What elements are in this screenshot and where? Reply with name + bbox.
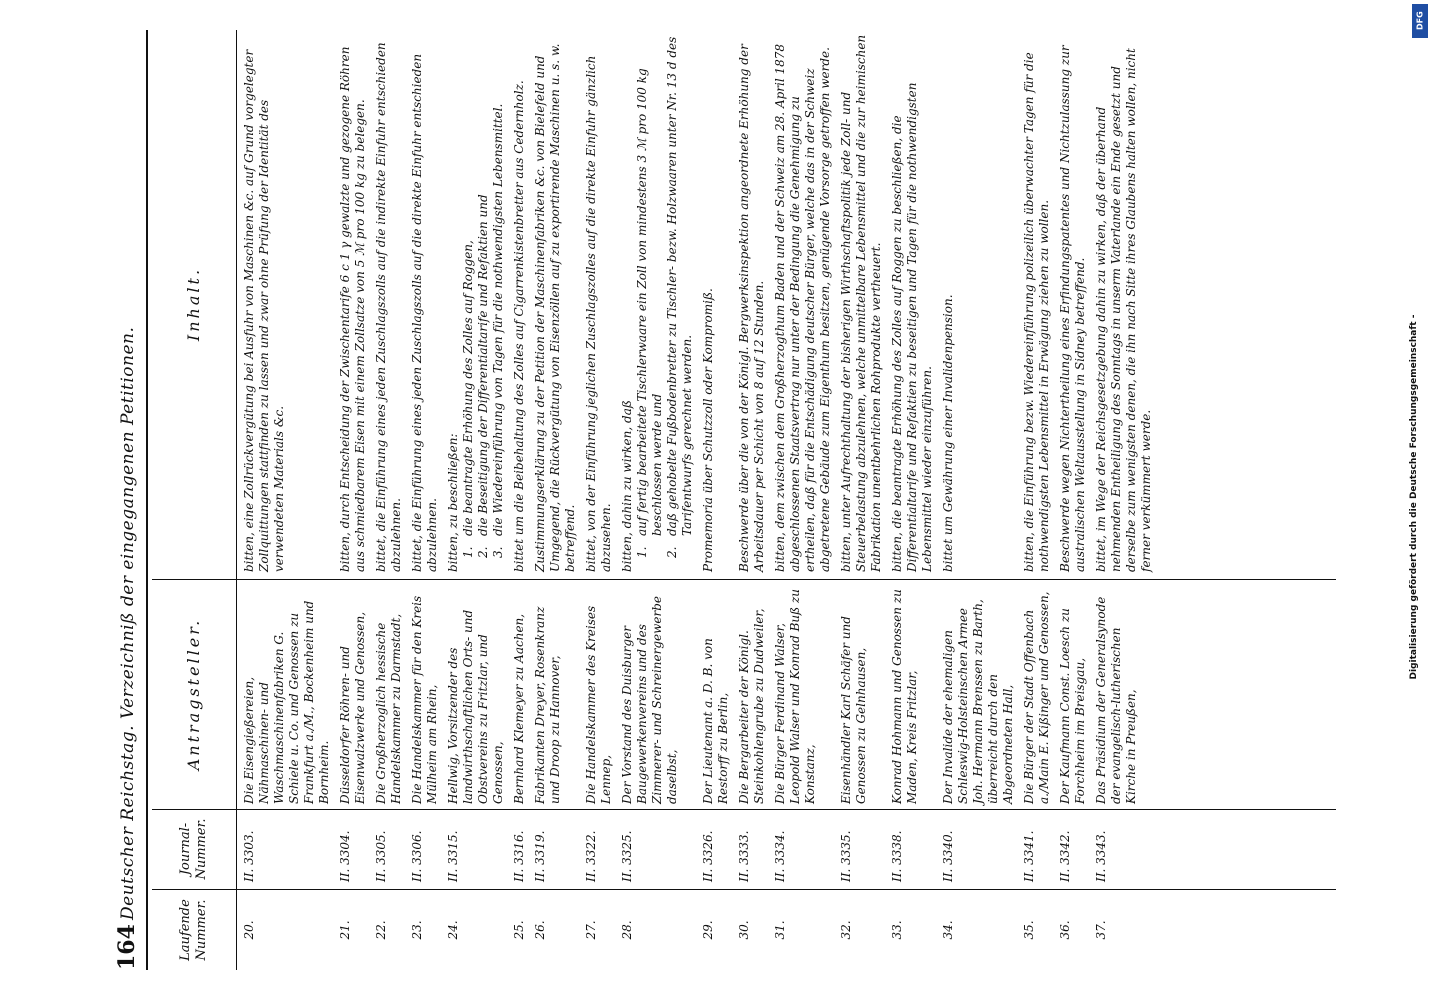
laufende-nummer-cell: 27. [584, 920, 598, 940]
laufende-nummer-cell: 29. [701, 920, 715, 940]
journal-nummer-cell: II. 3341. [1022, 830, 1036, 882]
page-number: 164 [114, 924, 140, 970]
inhalt-cell [941, 30, 1016, 580]
inhalt-text: Beschwerde über die von der Königl. Bergwerksinspektion angeordnete Erhöhung der Arbeitsdauer per Schicht von 8 auf 12 Stunden. [737, 44, 766, 572]
table-row [242, 30, 332, 970]
col-laufende-nummer: Laufende Nummer. [177, 899, 209, 961]
table-row [338, 30, 368, 970]
inhalt-list-item [461, 34, 476, 572]
inhalt-text: bittet, die Einführung eines jeden Zuschlagszolls auf die indirekte Einfuhr entschieden abzulehnen. [374, 42, 403, 572]
inhalt-item-text: daß gehobelte Fußbodenbretter zu Tischler- bezw. Holzwaaren unter Nr. 13 d des Tarifentwurfs gerechnet werden. [665, 36, 694, 536]
inhalt-text: bittet, von der Einführung jeglichen Zuschlagszolles auf die direkte Einfuhr gänzlich abzusehen. [584, 55, 613, 572]
journal-nummer-cell: II. 3343. [1094, 830, 1108, 882]
table-row [584, 30, 614, 970]
inhalt-text: bitten, dahin zu wirken, daß [620, 400, 634, 572]
inhalt-cell [773, 30, 833, 580]
laufende-nummer-cell: 32. [839, 920, 853, 940]
inhalt-text: bitten, unter Aufrechthaltung der bisherigen Wirthschaftspolitik jede Zoll- und Steuerbelastung abzulehnen, welche unmittelbare Lebensmittel und die zur heimischen Fabrikation unentbehrlichen Rohprodukte vertheuert. [839, 34, 883, 572]
inhalt-text: bitten, eine Zollrückvergütung bei Ausfuhr von Maschinen &c. auf Grund vorgelegter Zollquittungen stattfinden zu lassen und zwar ohne Prüfung der Identität des verwendeten Materials &c. [242, 49, 286, 572]
header-rule [146, 30, 148, 970]
antragsteller-cell: Der Lieutenant a. D. B. von Restorff zu Berlin, [701, 638, 730, 804]
table-row [1094, 30, 1154, 970]
antragsteller-cell: Die Bergarbeiter der Königl. Steinkohlengrube zu Dudweiler, [737, 608, 766, 804]
laufende-nummer-cell: 23. [410, 920, 424, 940]
antragsteller-cell: Der Invalide der ehemaligen Schleswig-Holsteinschen Armee Joh. Hermann Brenssen zu Barth, überreicht durch den Abgeordneten Hall, [941, 599, 1015, 804]
inhalt-text: bittet, die Einführung eines jeden Zuschlagszolls auf die direkte Einfuhr entschieden abzulehnen. [410, 53, 439, 572]
col-journal-nummer: Journal-Nummer. [152, 809, 236, 890]
table-row [1022, 30, 1052, 970]
laufende-nummer-cell: 22. [374, 920, 388, 940]
journal-nummer-cell: II. 3303. [242, 830, 256, 882]
inhalt-item-number: 1. [635, 546, 649, 558]
laufende-nummer-cell: 31. [773, 920, 787, 940]
laufende-nummer-cell: 37. [1094, 920, 1108, 940]
antragsteller-cell: Düsseldorfer Röhren- und Eisenwalzwerke und Genossen, [338, 611, 367, 804]
table-row [620, 30, 695, 970]
table-row [410, 30, 440, 970]
table-row [737, 30, 767, 970]
journal-nummer-cell: II. 3305. [374, 830, 388, 882]
journal-nummer-cell: II. 3340. [941, 830, 955, 882]
table-row [1058, 30, 1088, 970]
antragsteller-cell: Der Vorstand des Duisburger Baugewerkenvereins und des Zimmerer- und Schreinergewerbe daselbst, [620, 595, 679, 804]
inhalt-list-item [491, 34, 506, 572]
inhalt-cell [890, 30, 935, 580]
document-page [96, 30, 1336, 970]
table-row [941, 30, 1016, 970]
petition-table [242, 30, 1160, 970]
laufende-nummer-cell: 33. [890, 920, 904, 940]
inhalt-cell [446, 30, 506, 580]
column-headers [152, 30, 237, 970]
journal-nummer-cell: II. 3322. [584, 830, 598, 882]
inhalt-cell [1058, 30, 1088, 580]
antragsteller-cell: Eisenhändler Karl Schäfer und Genossen zu Gelnhausen, [839, 616, 868, 804]
laufende-nummer-cell: 30. [737, 920, 751, 940]
inhalt-item-text: die beantragte Erhöhung des Zolles auf Roggen, [461, 240, 475, 536]
inhalt-text: bittet um Gewährung einer Invalidenpension. [941, 294, 955, 572]
inhalt-item-text: auf fertig bearbeitete Tischlerwaare ein Zoll von mindestens 3 ℳ pro 100 kg beschlossen werde und [635, 68, 664, 536]
laufende-nummer-cell: 25. [512, 920, 526, 940]
table-row [890, 30, 935, 970]
journal-nummer-cell: II. 3334. [773, 830, 787, 882]
journal-nummer-cell: II. 3316. [512, 830, 526, 882]
inhalt-item-number: 1. [461, 546, 475, 558]
inhalt-text: bittet, im Wege der Reichsgesetzgebung dahin zu wirken, daß der überhand nehmenden Entheiligung des Sonntags in unserm Vaterlande ein Ende gesetzt und derselbe zum wenigsten denen, die ihn nach Sitte ihres Glaubens halten wollen, nicht ferner verkümmert werde. [1094, 48, 1153, 572]
inhalt-cell [584, 30, 614, 580]
inhalt-cell [1022, 30, 1052, 580]
antragsteller-cell: Bernhard Klemeyer zu Aachen, [512, 613, 526, 804]
inhalt-item-number: 2. [665, 546, 679, 558]
inhalt-item-number: 2. [476, 546, 490, 558]
antragsteller-cell: Hellwig, Vorsitzender des landwirthschaftlichen Orts- und Obstvereins zu Fritzlar, und Genossen, [446, 609, 505, 804]
table-row [446, 30, 506, 970]
antragsteller-cell: Die Handelskammer für den Kreis Mülheim am Rhein, [410, 595, 439, 804]
inhalt-text: bitten, die Einführung bezw. Wiedereinführung polizeilich überwachter Tagen für die nothwendigsten Lebensmittel in Erwägung ziehen zu wollen. [1022, 52, 1051, 572]
inhalt-cell [338, 30, 368, 580]
inhalt-cell [737, 30, 767, 580]
antragsteller-cell: Die Bürger Ferdinand Walser, Leopold Walser und Konrad Buß zu Konstanz, [773, 589, 817, 804]
page-title: Deutscher Reichstag. Verzeichniß der eingegangenen Petitionen. [118, 326, 138, 920]
antragsteller-cell: Die Handelskammer des Kreises Lennep, [584, 605, 613, 804]
table-row [533, 30, 578, 970]
journal-nummer-cell: II. 3342. [1058, 830, 1072, 882]
antragsteller-cell: Fabrikanten Dreyer, Rosenkranz und Droop zu Hannover, [533, 606, 562, 804]
laufende-nummer-cell: 34. [941, 920, 955, 940]
journal-nummer-cell: II. 3335. [839, 830, 853, 882]
laufende-nummer-cell: 35. [1022, 920, 1036, 940]
digitization-note: Digitalisierung gefördert durch die Deutsche Forschungsgemeinschaft - [1409, 314, 1419, 680]
antragsteller-cell: Die Bürger der Stadt Offenbach a./Main E. Kißinger und Genossen, [1022, 591, 1051, 804]
inhalt-text: bitten, zu beschließen: [446, 433, 460, 572]
table-row [512, 30, 527, 970]
journal-nummer-cell: II. 3333. [737, 830, 751, 882]
inhalt-cell [410, 30, 440, 580]
col-inhalt: Inhalt. [152, 29, 236, 580]
inhalt-item-number: 3. [491, 546, 505, 558]
inhalt-item-text: die Beseitigung der Differentialtarife und Refaktien und [476, 194, 490, 536]
inhalt-cell [1094, 30, 1154, 580]
inhalt-list-item [665, 34, 695, 572]
inhalt-list-item [476, 34, 491, 572]
antragsteller-cell: Die Eisengießereien, Nähmaschinen- und Waschmaschinenfabriken G. Schiele u. Co. und Genossen zu Frankfurt a./M., Bockenheim und Bornheim. [242, 600, 331, 804]
page-header [96, 30, 156, 970]
table-row [773, 30, 833, 970]
laufende-nummer-cell: 26. [533, 920, 547, 940]
inhalt-cell [620, 30, 695, 580]
journal-nummer-cell: II. 3306. [410, 830, 424, 882]
laufende-nummer-cell: 36. [1058, 920, 1072, 940]
inhalt-cell [533, 30, 578, 580]
inhalt-cell [242, 30, 332, 580]
table-row [374, 30, 404, 970]
inhalt-cell [839, 30, 884, 580]
inhalt-cell [374, 30, 404, 580]
inhalt-text: Zustimmungserklärung zu der Petition der Maschinenfabriken &c. von Bielefeld und Umgegend, die Rückvergütung von Eisenzöllen auf zu exportirende Maschinen u. s. w. betreffend. [533, 43, 577, 572]
laufende-nummer-cell: 20. [242, 920, 256, 940]
table-row [839, 30, 884, 970]
inhalt-text: Beschwerde wegen Nichtertheilung eines Erfindungspatentes und Nichtzulassung zur australischen Weltausstellung in Sidney betreffend. [1058, 45, 1087, 572]
antragsteller-cell: Das Präsidium der Generalsynode der evangelisch-lutherischen Kirche in Preußen, [1094, 596, 1138, 804]
inhalt-text: bitten, durch Entscheidung der Zwischentarife 6 c 1 γ gewalzte und gezogene Röhren aus schmiedbarem Eisen mit einem Zollsatze von 5 ℳ pro 100 kg zu belegen. [338, 46, 367, 572]
journal-nummer-cell: II. 3325. [620, 830, 634, 882]
journal-nummer-cell: II. 3338. [890, 830, 904, 882]
inhalt-text: bitten, dem zwischen dem Großherzogthum Baden und der Schweiz am 28. April 1878 abgeschlossenen Staatsvertrag nur unter der Bedingung die Genehmigung zu ertheilen, daß für die Entschädigung deutscher Bürger, welche das in der Schweiz abgetretene Gebäude zum Eigenthum besitzen, genügende Vorsorge getroffen werde. [773, 43, 832, 572]
table-row [701, 30, 731, 970]
antragsteller-cell: Die Großherzoglich hessische Handelskammer zu Darmstadt, [374, 613, 403, 804]
inhalt-cell [512, 30, 527, 580]
col-antragsteller: Antragsteller. [152, 579, 236, 810]
antragsteller-cell: Konrad Hohmann und Genossen zu Maden, Kreis Fritzlar, [890, 589, 919, 804]
laufende-nummer-cell: 28. [620, 920, 634, 940]
inhalt-text: Promemoria über Schutzzoll oder Kompromiß. [701, 288, 715, 572]
laufende-nummer-cell: 21. [338, 920, 352, 940]
inhalt-text: bittet um die Beibehaltung des Zolles auf Cigarrenkistenbretter aus Cedernholz. [512, 80, 526, 572]
dfg-logo: DFG [1412, 4, 1428, 38]
journal-nummer-cell: II. 3304. [338, 830, 352, 882]
laufende-nummer-cell: 24. [446, 920, 460, 940]
inhalt-cell [701, 30, 731, 580]
inhalt-list-item [635, 34, 665, 572]
journal-nummer-cell: II. 3319. [533, 830, 547, 882]
journal-nummer-cell: II. 3315. [446, 830, 460, 882]
antragsteller-cell: Der Kaufmann Const. Loesch zu Forchheim im Breisgau, [1058, 608, 1087, 804]
journal-nummer-cell: II. 3326. [701, 830, 715, 882]
inhalt-text: bitten, die beantragte Erhöhung des Zolles auf Roggen zu beschließen, die Differentialtarife und Refaktien zu beseitigen und Tagen für die nothwendigsten Lebensmittel wieder einzuführen. [890, 82, 934, 572]
inhalt-item-text: die Wiedereinführung von Tagen für die nothwendigsten Lebensmittel. [491, 103, 505, 536]
